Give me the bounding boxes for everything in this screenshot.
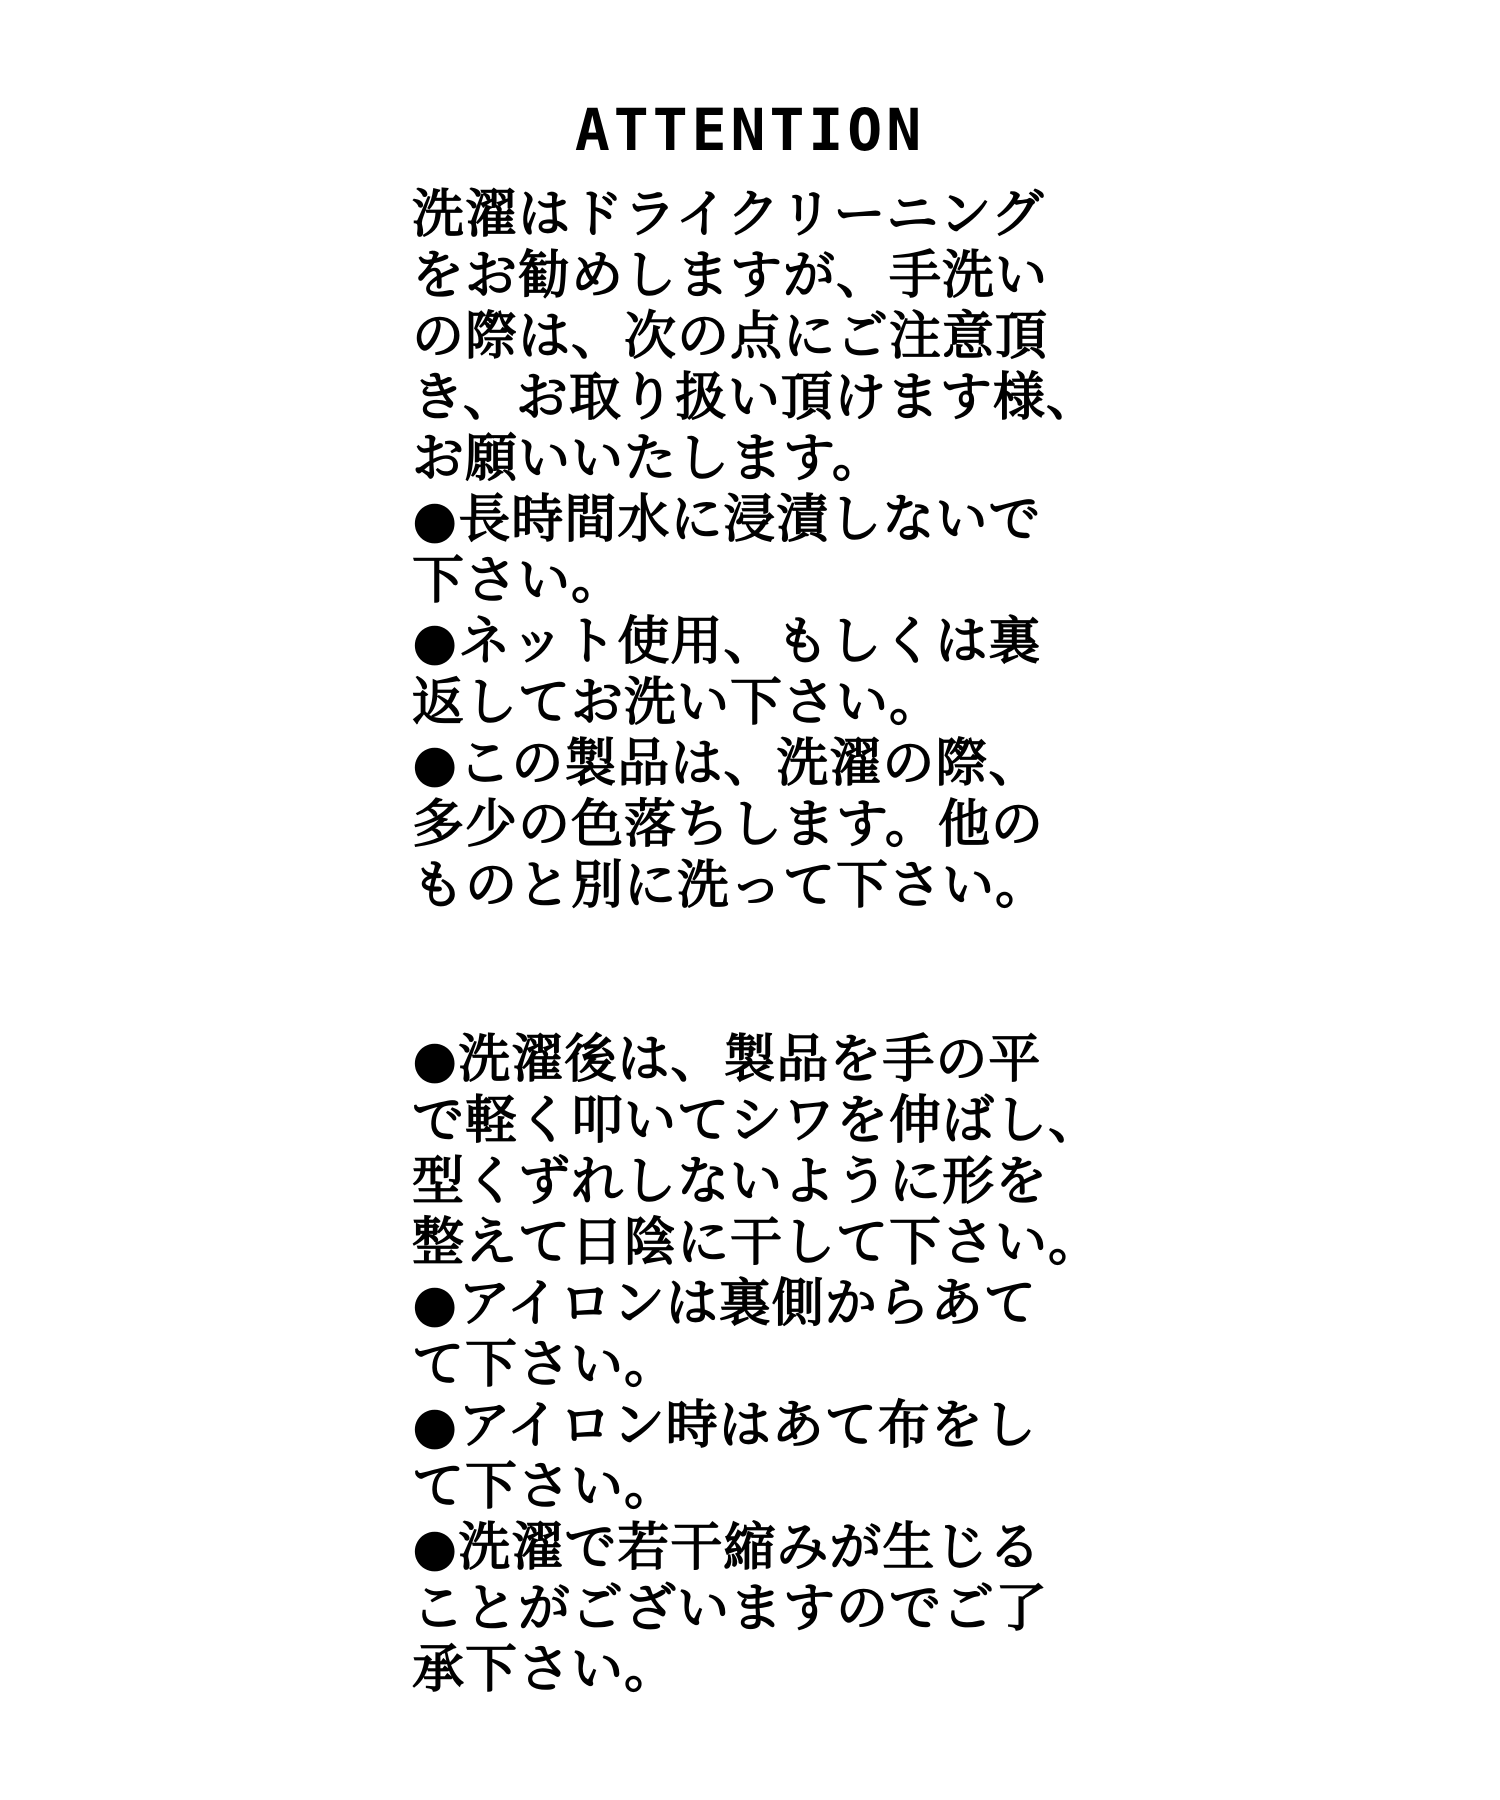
text-line: ことがございますのでご了: [412, 1579, 1049, 1639]
text-line: て下さい。: [412, 1335, 678, 1395]
text-line: 承下さい。: [412, 1640, 678, 1700]
care-instructions-section-2: [412, 1030, 1112, 1701]
text-line: で軽く叩いてシワを伸ばし、: [412, 1091, 1102, 1151]
bullet-line: ●アイロン時はあて布をし: [412, 1396, 1037, 1456]
text-line: き、お取り扱い頂けます様、: [412, 368, 1099, 428]
bullet-line: ●長時間水に浸漬しないで: [412, 490, 1042, 550]
bullet-line: ●洗濯後は、製品を手の平: [412, 1030, 1042, 1090]
text-line: ものと別に洗って下さい。: [412, 856, 1049, 916]
bullet-line: ●アイロンは裏側からあて: [412, 1274, 1037, 1334]
bullet-line: ●洗濯で若干縮みが生じる: [412, 1518, 1042, 1578]
bullet-line: ●この製品は、洗濯の際、: [412, 734, 1042, 794]
care-instructions-section-1: [412, 185, 1112, 917]
text-line: の際は、次の点にご注意頂: [412, 307, 1049, 367]
text-line: お願いいたします。: [412, 429, 885, 489]
text-line: 型くずれしないように形を: [412, 1152, 1049, 1212]
text-line: をお勧めしますが、手洗い: [412, 246, 1049, 306]
text-line: 多少の色落ちします。他の: [412, 795, 1044, 855]
text-line: 下さい。: [412, 551, 625, 611]
text-line: 返してお洗い下さい。: [412, 673, 943, 733]
attention-title: ATTENTION: [574, 96, 926, 164]
text-line: 整えて日陰に干して下さい。: [412, 1213, 1102, 1273]
text-line: て下さい。: [412, 1457, 678, 1517]
text-line: 洗濯はドライクリーニング: [412, 185, 1045, 245]
bullet-line: ●ネット使用、もしくは裏: [412, 612, 1042, 672]
